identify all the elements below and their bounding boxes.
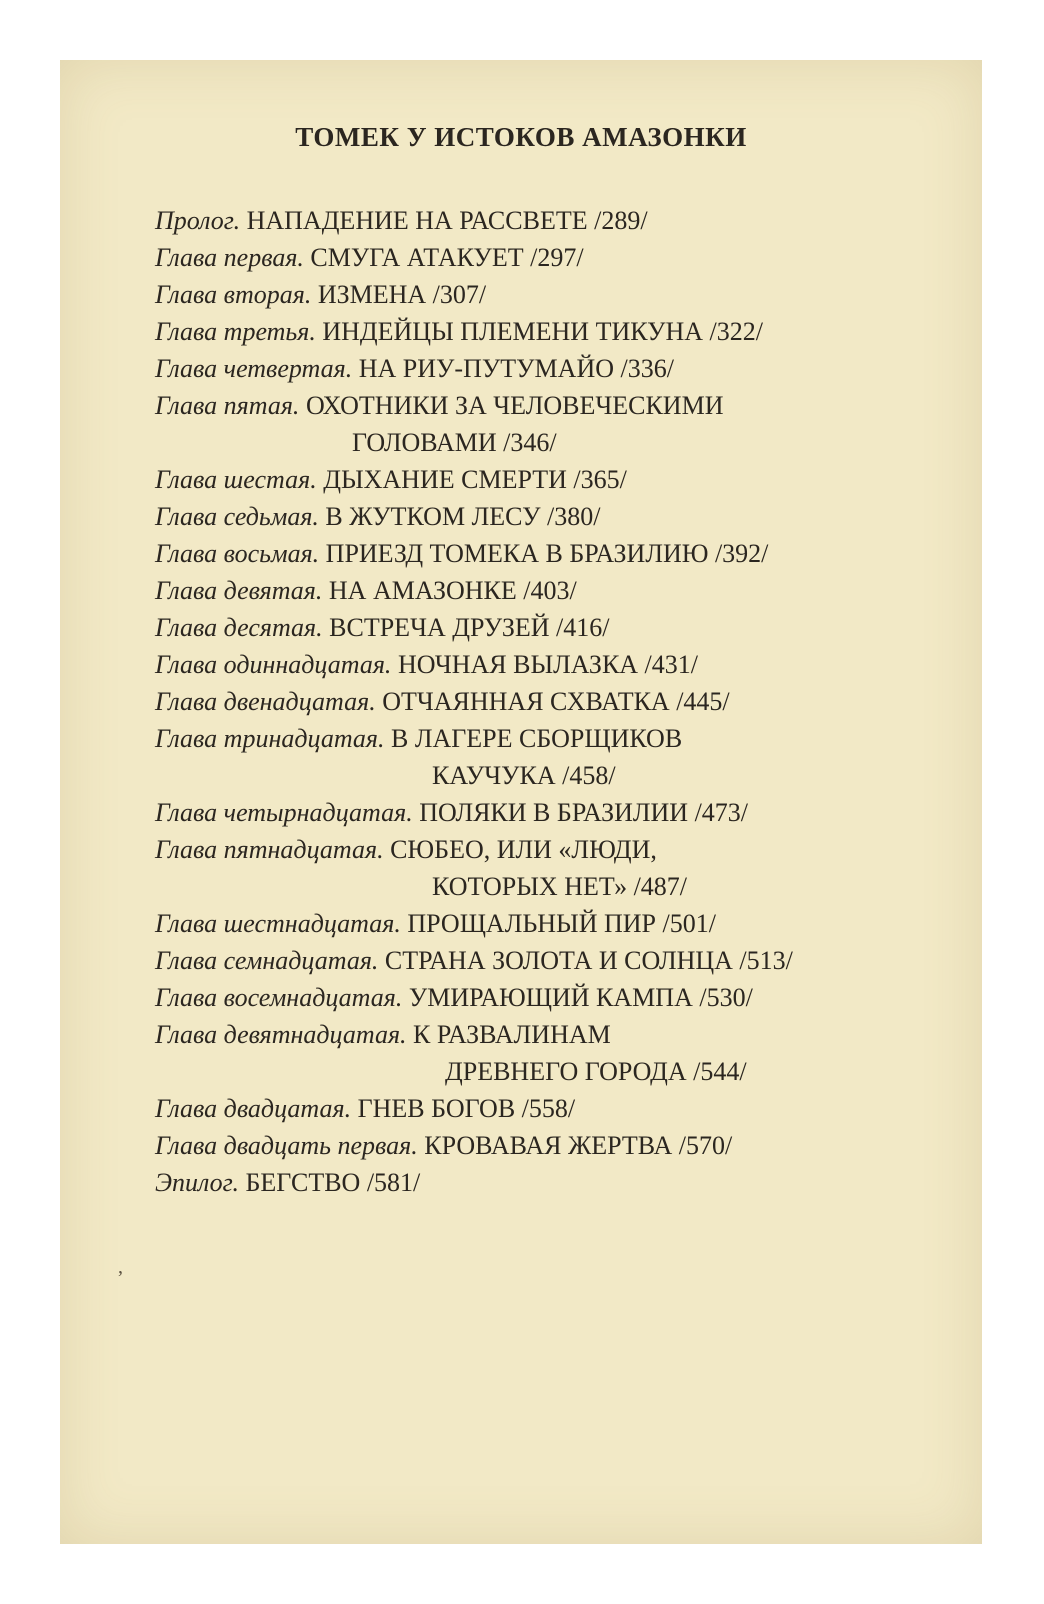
entry-label: Глава девятнадцатая. xyxy=(155,1020,407,1049)
entry-label: Глава четырнадцатая. xyxy=(155,798,413,827)
entry-title: ИНДЕЙЦЫ ПЛЕМЕНИ ТИКУНА /322/ xyxy=(322,317,763,346)
entry-title: ИЗМЕНА /307/ xyxy=(317,280,487,309)
toc-entry-chapter-2 xyxy=(155,276,955,313)
entry-title-continuation: КОТОРЫХ НЕТ» /487/ xyxy=(432,872,688,901)
entry-label: Глава седьмая. xyxy=(155,502,319,531)
entry-label: Глава семнадцатая. xyxy=(155,946,379,975)
entry-title: В ЖУТКОМ ЛЕСУ /380/ xyxy=(325,502,601,531)
toc-entry-chapter-5 xyxy=(155,387,955,461)
toc-entry-chapter-7 xyxy=(155,498,955,535)
entry-title: УМИРАЮЩИЙ КАМПА /530/ xyxy=(408,983,753,1012)
entry-title: НОЧНАЯ ВЫЛАЗКА /431/ xyxy=(397,650,699,679)
entry-title-continuation: КАУЧУКА /458/ xyxy=(432,761,616,790)
entry-label: Глава двадцать первая. xyxy=(155,1131,418,1160)
toc-entry-chapter-6 xyxy=(155,461,955,498)
toc-entry-chapter-14 xyxy=(155,794,955,831)
entry-title: БЕГСТВО /581/ xyxy=(245,1168,421,1197)
entry-title: СТРАНА ЗОЛОТА И СОЛНЦА /513/ xyxy=(384,946,793,975)
entry-title-continuation: ДРЕВНЕГО ГОРОДА /544/ xyxy=(445,1057,747,1086)
entry-title: В ЛАГЕРЕ СБОРЩИКОВ xyxy=(391,724,683,753)
toc-entry-chapter-10 xyxy=(155,609,955,646)
toc-entry-epilogue xyxy=(155,1164,955,1201)
entry-label: Глава десятая. xyxy=(155,613,323,642)
toc-entry-chapter-11 xyxy=(155,646,955,683)
entry-title: КРОВАВАЯ ЖЕРТВА /570/ xyxy=(424,1131,733,1160)
toc-entry-chapter-20 xyxy=(155,1090,955,1127)
toc-entry-chapter-8 xyxy=(155,535,955,572)
toc-entry-chapter-18 xyxy=(155,979,955,1016)
entry-label: Глава тринадцатая. xyxy=(155,724,385,753)
toc-entry-prologue xyxy=(155,202,955,239)
toc-entry-chapter-13 xyxy=(155,720,955,794)
entry-label: Эпилог. xyxy=(155,1168,239,1197)
toc-entry-chapter-4 xyxy=(155,350,955,387)
entry-title: СЮБЕО, ИЛИ «ЛЮДИ, xyxy=(390,835,657,864)
entry-title: НА АМАЗОНКЕ /403/ xyxy=(328,576,577,605)
toc-entry-chapter-3 xyxy=(155,313,955,350)
book-page xyxy=(60,60,982,1544)
entry-label: Глава шестая. xyxy=(155,465,317,494)
entry-label: Глава четвертая. xyxy=(155,354,353,383)
toc-entry-chapter-1 xyxy=(155,239,955,276)
entry-title: ДЫХАНИЕ СМЕРТИ /365/ xyxy=(323,465,627,494)
entry-label: Глава восемнадцатая. xyxy=(155,983,403,1012)
entry-title: ОХОТНИКИ ЗА ЧЕЛОВЕЧЕСКИМИ xyxy=(305,391,724,420)
entry-label: Пролог. xyxy=(155,206,241,235)
toc-entry-chapter-21 xyxy=(155,1127,955,1164)
entry-label: Глава первая. xyxy=(155,243,304,272)
toc-entry-chapter-16 xyxy=(155,905,955,942)
toc-entry-chapter-17 xyxy=(155,942,955,979)
margin-mark: , xyxy=(118,1256,123,1278)
toc-entry-chapter-12 xyxy=(155,683,955,720)
entry-title-continuation: ГОЛОВАМИ /346/ xyxy=(352,428,557,457)
entry-label: Глава восьмая. xyxy=(155,539,320,568)
entry-label: Глава одиннадцатая. xyxy=(155,650,392,679)
entry-title: ГНЕВ БОГОВ /558/ xyxy=(357,1094,576,1123)
toc-entry-chapter-19 xyxy=(155,1016,955,1090)
entry-label: Глава пятая. xyxy=(155,391,300,420)
table-of-contents xyxy=(155,202,955,1201)
toc-entry-chapter-9 xyxy=(155,572,955,609)
entry-label: Глава двенадцатая. xyxy=(155,687,376,716)
entry-label: Глава пятнадцатая. xyxy=(155,835,384,864)
entry-title: СМУГА АТАКУЕТ /297/ xyxy=(310,243,584,272)
entry-title: К РАЗВАЛИНАМ xyxy=(413,1020,611,1049)
entry-title: ОТЧАЯННАЯ СХВАТКА /445/ xyxy=(382,687,730,716)
entry-label: Глава девятая. xyxy=(155,576,323,605)
toc-entry-chapter-15 xyxy=(155,831,955,905)
entry-title: ПОЛЯКИ В БРАЗИЛИИ /473/ xyxy=(419,798,749,827)
entry-title: НАПАДЕНИЕ НА РАССВЕТЕ /289/ xyxy=(246,206,648,235)
entry-title: НА РИУ-ПУТУМАЙО /336/ xyxy=(358,354,674,383)
entry-label: Глава двадцатая. xyxy=(155,1094,352,1123)
page-title: ТОМЕК У ИСТОКОВ АМАЗОНКИ xyxy=(295,122,747,152)
entry-label: Глава вторая. xyxy=(155,280,312,309)
entry-label: Глава третья. xyxy=(155,317,316,346)
entry-label: Глава шестнадцатая. xyxy=(155,909,401,938)
entry-title: ПРИЕЗД ТОМЕКА В БРАЗИЛИЮ /392/ xyxy=(325,539,769,568)
entry-title: ПРОЩАЛЬНЫЙ ПИР /501/ xyxy=(407,909,716,938)
entry-title: ВСТРЕЧА ДРУЗЕЙ /416/ xyxy=(329,613,610,642)
